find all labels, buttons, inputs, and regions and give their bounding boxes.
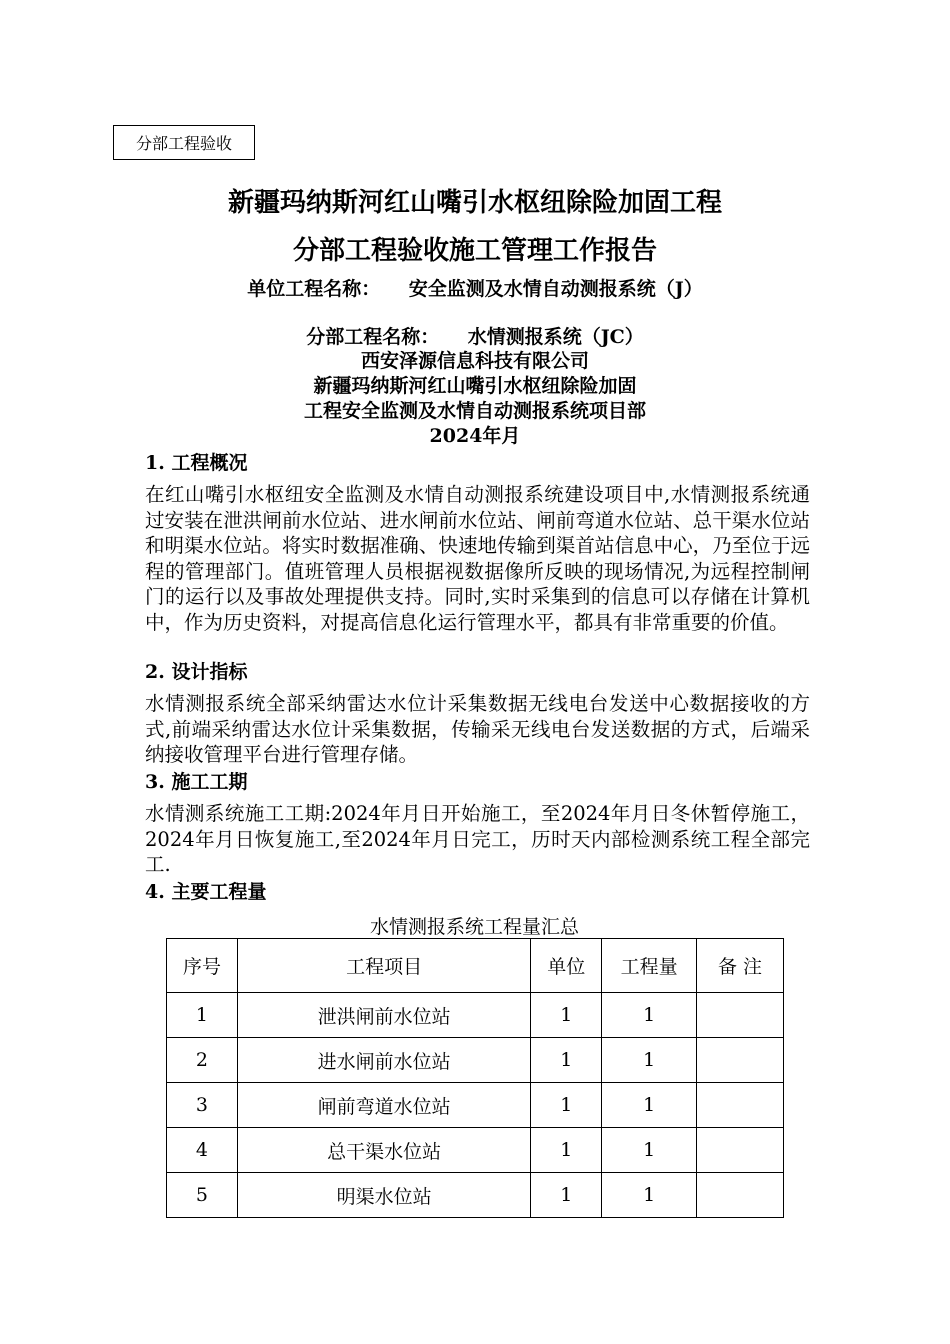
cell-unit: 1 [531, 1128, 602, 1173]
cell-index: 5 [167, 1173, 238, 1218]
header-unit: 单位 [531, 939, 602, 993]
section-text-design: 水情测报系统全部采纳雷达水位计采集数据无线电台发送中心数据接收的方式,前端采纳雷达水位计采集数据，传输采无线电台发送数据的方式，后端采纳接收管理平台进行管理存储。 [145, 692, 810, 766]
table-row [167, 1083, 784, 1128]
cell-item: 泄洪闸前水位站 [237, 993, 530, 1038]
table-header-row [167, 939, 784, 993]
section-heading-quantities: 4. 主要工程量 [145, 881, 267, 903]
header-item: 工程项目 [237, 939, 530, 993]
table-row [167, 993, 784, 1038]
document-title: 新疆玛纳斯河红山嘴引水枢纽除险加固工程 [227, 188, 722, 218]
table-caption: 水情测报系统工程量汇总 [369, 916, 579, 938]
table-row [167, 1038, 784, 1083]
section-text-overview: 在红山嘴引水枢纽安全监测及水情自动测报系统建设项目中,水情测报系统通过安装在泄洪闸前水位站、进水闸前水位站、闸前弯道水位站、总干渠水位站和明渠水位站。将实时数据准确、快速地传输到渠首站信息中心，乃至位于远程的管理部门。值班管理人员根据视数据像所反映的现场情况,为远程控制闸门的运行以及事故处理提供支持。同时,实时采集到的信息可以存储在计算机中，作为历史资料，对提高信息化运行管理水平，都具有非常重要的价值。 [145, 483, 810, 634]
cell-quantity: 1 [602, 1038, 697, 1083]
section-heading-overview: 1. 工程概况 [145, 452, 248, 474]
cell-quantity: 1 [602, 993, 697, 1038]
cell-item: 总干渠水位站 [237, 1128, 530, 1173]
table-row [167, 1173, 784, 1218]
cell-unit: 1 [531, 993, 602, 1038]
document-subtitle: 分部工程验收施工管理工作报告 [292, 236, 657, 266]
section-text-schedule: 水情测系统施工工期:2024年月日开始施工，至2024年月日冬休暂停施工，2024年月日恢复施工,至2024年月日完工，历时天内部检测系统工程全部完工. [145, 802, 810, 876]
header-quantity: 工程量 [602, 939, 697, 993]
cell-unit: 1 [531, 1038, 602, 1083]
table-row [167, 1128, 784, 1173]
company-name: 西安泽源信息科技有限公司 [360, 350, 589, 372]
cell-quantity: 1 [602, 1128, 697, 1173]
cell-index: 2 [167, 1038, 238, 1083]
cell-unit: 1 [531, 1173, 602, 1218]
cell-remarks [697, 993, 784, 1038]
cell-item: 进水闸前水位站 [237, 1038, 530, 1083]
cell-quantity: 1 [602, 1083, 697, 1128]
cell-index: 4 [167, 1128, 238, 1173]
section-heading-schedule: 3. 施工工期 [145, 771, 248, 793]
section-tag: 分部工程验收 [113, 125, 255, 160]
cell-remarks [697, 1038, 784, 1083]
header-index: 序号 [167, 939, 238, 993]
sub-project-name: 分部工程名称： 水情测报系统（JC） [306, 326, 644, 348]
cell-index: 1 [167, 993, 238, 1038]
header-remarks: 备 注 [697, 939, 784, 993]
unit-project-name: 单位工程名称： 安全监测及水情自动测报系统（J） [247, 278, 703, 300]
cell-item: 闸前弯道水位站 [237, 1083, 530, 1128]
department-line-2: 工程安全监测及水情自动测报系统项目部 [303, 400, 646, 422]
cell-item: 明渠水位站 [237, 1173, 530, 1218]
cell-remarks [697, 1083, 784, 1128]
quantity-table [166, 938, 784, 1218]
cell-unit: 1 [531, 1083, 602, 1128]
section-heading-design: 2. 设计指标 [145, 661, 248, 683]
cell-remarks [697, 1128, 784, 1173]
department-line-1: 新疆玛纳斯河红山嘴引水枢纽除险加固 [313, 375, 637, 397]
report-date: 2024年月 [429, 425, 521, 447]
cell-remarks [697, 1173, 784, 1218]
cell-index: 3 [167, 1083, 238, 1128]
cell-quantity: 1 [602, 1173, 697, 1218]
